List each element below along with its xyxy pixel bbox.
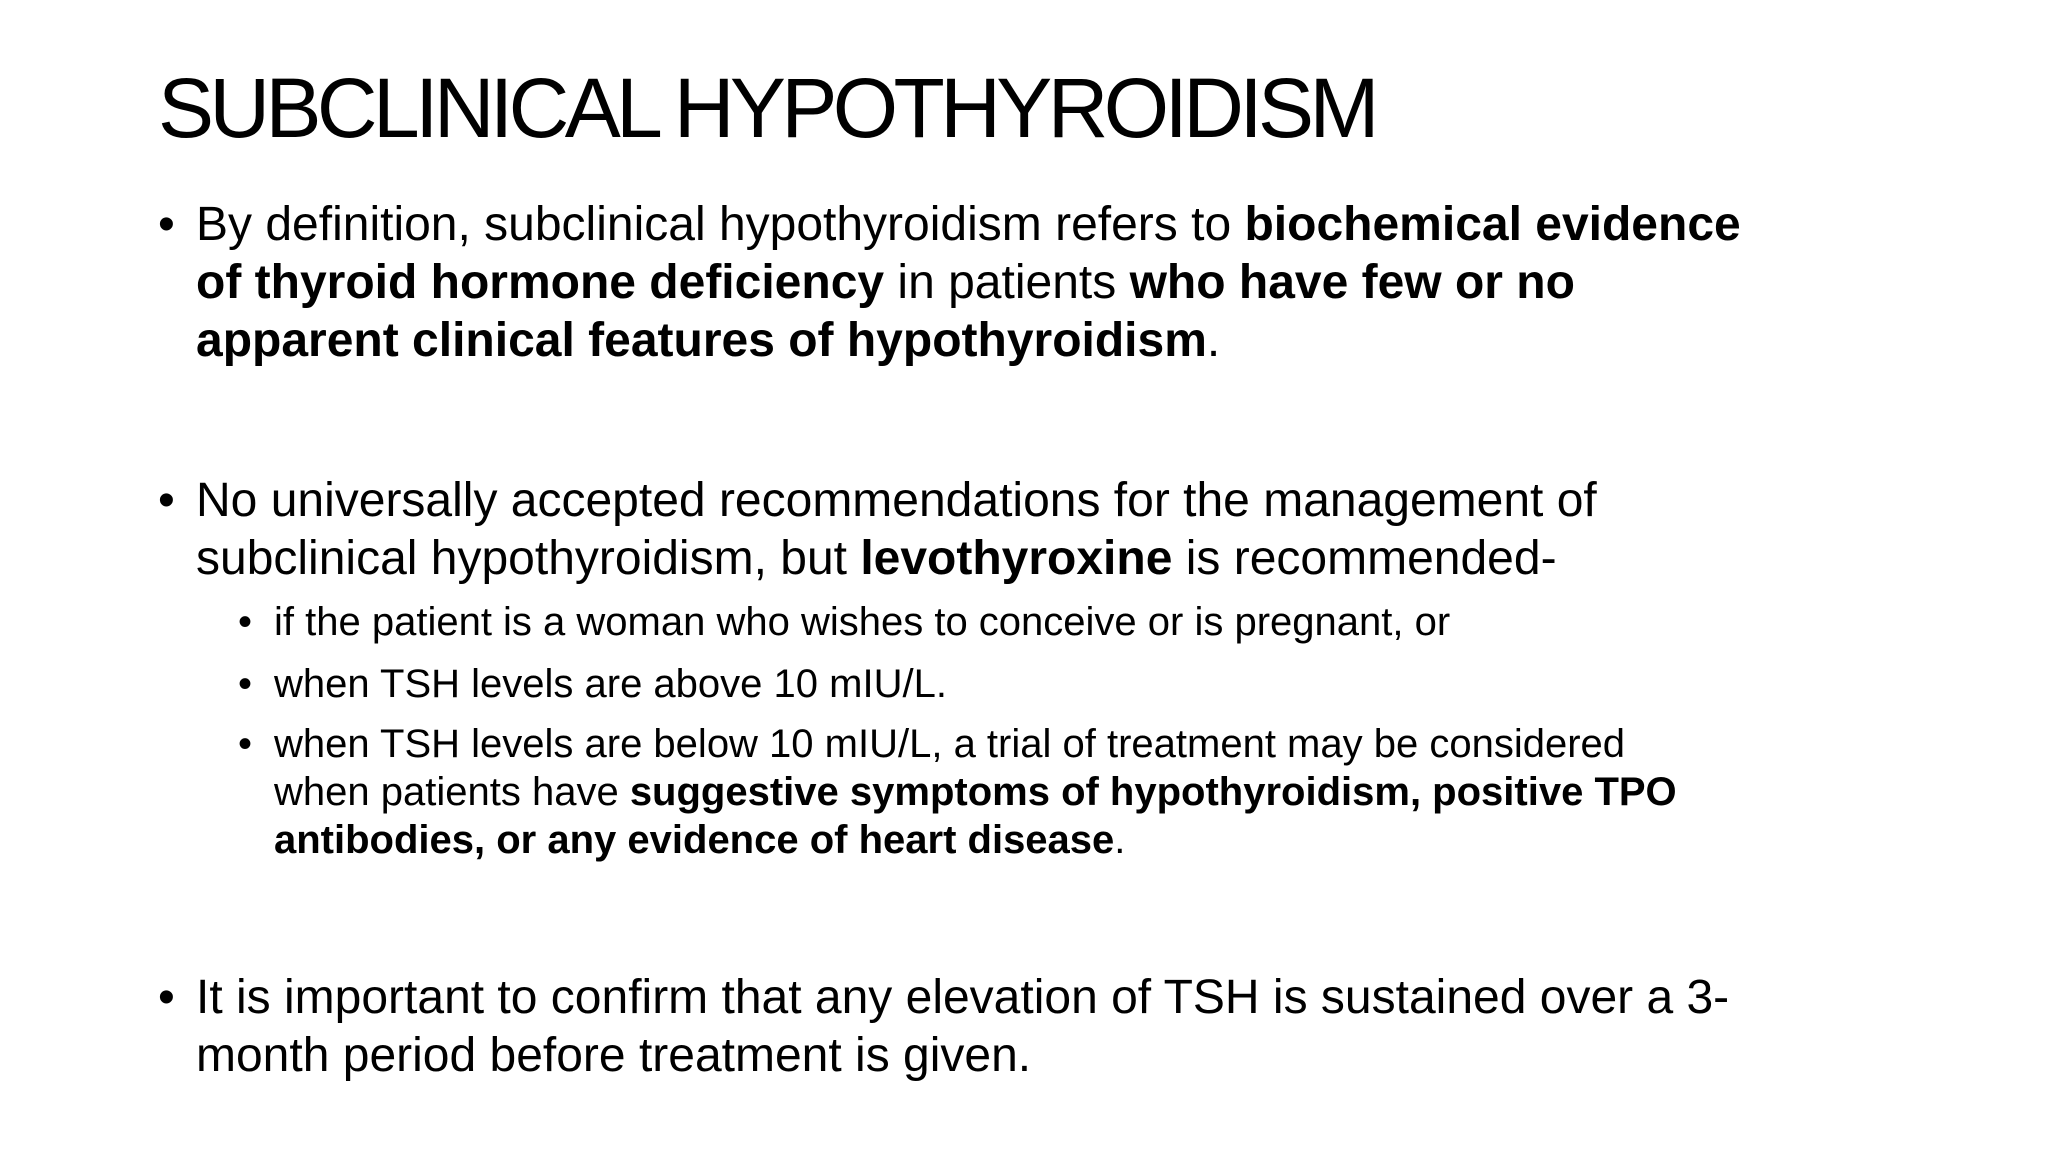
bold-text: of thyroid hormone deficiency <box>196 256 885 309</box>
text-span: in patients <box>884 256 1130 309</box>
sub-bullet-line <box>274 768 1934 816</box>
sub-bullet-line: when TSH levels are below 10 mIU/L, a trial of treatment may be considered <box>274 722 1626 766</box>
text-span: is recommended- <box>1172 532 1557 585</box>
sub-bullet-pregnancy <box>238 598 1934 646</box>
bold-text: apparent clinical features of hypothyroidism <box>196 314 1207 367</box>
sub-bullet-mark: • <box>238 722 253 766</box>
bullet-mark: • <box>158 474 175 527</box>
bullet-definition <box>158 196 1986 370</box>
bullet-mark: • <box>158 971 175 1024</box>
bullet-line <box>196 196 1986 254</box>
sub-bullet-tsh-above <box>238 660 1934 708</box>
text-span: when patients have <box>274 770 630 814</box>
bold-text: who have few or no <box>1129 256 1575 309</box>
bold-text: biochemical evidence <box>1244 198 1741 251</box>
sub-bullet-mark: • <box>238 600 253 644</box>
bullet-confirm-tsh <box>158 969 1986 1085</box>
bullet-line <box>196 530 1986 588</box>
sub-bullet-line: when TSH levels are above 10 mIU/L. <box>274 662 947 706</box>
slide-title: SUBCLINICAL HYPOTHYROIDISM <box>158 61 1375 155</box>
bullet-line <box>196 254 1986 312</box>
bullet-recommendations <box>158 472 1986 588</box>
sub-bullet-line: if the patient is a woman who wishes to conceive or is pregnant, or <box>274 600 1451 644</box>
bullet-line: No universally accepted recommendations for the management of <box>196 474 1597 527</box>
bullet-line: It is important to confirm that any elevation of TSH is sustained over a 3- <box>196 971 1730 1024</box>
sub-bullet-tsh-below <box>238 720 1934 864</box>
bullet-line: month period before treatment is given. <box>196 1029 1032 1082</box>
bold-text: antibodies, or any evidence of heart disease <box>274 818 1115 862</box>
bold-text: levothyroxine <box>860 532 1173 585</box>
text-span: subclinical hypothyroidism, but <box>196 532 861 585</box>
bold-text: suggestive symptoms of hypothyroidism, positive TPO <box>629 770 1677 814</box>
sub-bullet-line <box>274 816 1934 864</box>
text-span: . <box>1206 314 1221 367</box>
bullet-line <box>196 312 1986 370</box>
sub-bullet-mark: • <box>238 662 253 706</box>
text-span: . <box>1114 818 1126 862</box>
bullet-mark: • <box>158 198 175 251</box>
text-span: By definition, subclinical hypothyroidism refers to <box>196 198 1245 251</box>
